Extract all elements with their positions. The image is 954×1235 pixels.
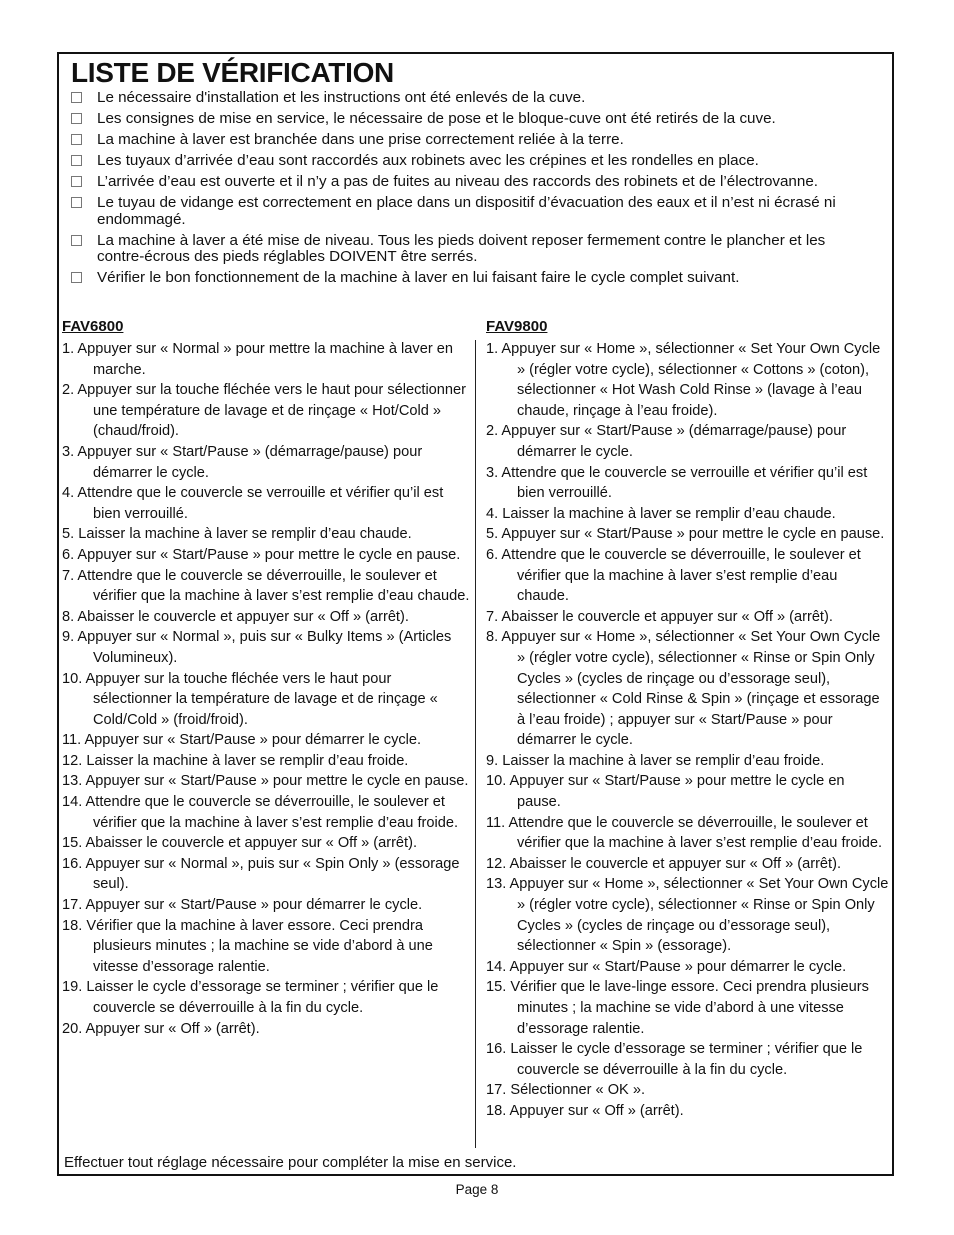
checklist-item-text: Les tuyaux d’arrivée d’eau sont raccordés aux robinets avec les crépines et les rondelles en place. xyxy=(97,152,759,169)
column-divider xyxy=(475,340,476,1148)
step-item: 19. Laisser le cycle d’essorage se terminer ; vérifier que le couvercle se déverrouille à la fin du cycle. xyxy=(62,979,439,1016)
step-item: 14. Attendre que le couvercle se déverrouille, le soulever et vérifier que la machine à laver s’est remplie d’eau froide. xyxy=(62,794,459,831)
page-title: LISTE DE VÉRIFICATION xyxy=(71,57,394,88)
page-number: Page 8 xyxy=(455,1182,499,1197)
step-item: 8. Appuyer sur « Home », sélectionner « Set Your Own Cycle » (régler votre cycle), sélectionner « Rinse or Spin Only Cycles » (cycles de rinçage ou d’essorage seul), sélectionner « Cold Rinse & Spin » (rinçage et essorage à l’eau froide) ; appuyer sur « Start/Pause » pour démarrer le cycle. xyxy=(486,629,881,749)
step-item: 18. Vérifier que la machine à laver essore. Ceci prendra plusieurs minutes ; la machine se vide d’abord à une vitesse d’essorage ralentie. xyxy=(62,917,433,975)
step-item: 16. Laisser le cycle d’essorage se terminer ; vérifier que le couvercle se déverrouille à la fin du cycle. xyxy=(486,1041,863,1078)
checkbox-icon[interactable] xyxy=(71,134,82,145)
checklist-item xyxy=(69,90,869,107)
checklist-item-text: Vérifier le bon fonctionnement de la machine à laver en lui faisant faire le cycle complet suivant. xyxy=(97,269,740,286)
checklist-item-text: Le tuyau de vidange est correctement en place dans un dispositif d’évacuation des eaux et il n’est ni écrasé ni endommagé. xyxy=(97,194,836,228)
checklist-item-text: La machine à laver est branchée dans une prise correctement reliée à la terre. xyxy=(97,131,624,148)
step-item: 7. Attendre que le couvercle se déverrouille, le soulever et vérifier que la machine à laver s’est remplie d’eau chaude. xyxy=(62,567,470,605)
checkbox-icon[interactable] xyxy=(71,272,82,283)
step-item: 20. Appuyer sur « Off » (arrêt). xyxy=(62,1020,260,1037)
step-item: 4. Laisser la machine à laver se remplir d’eau chaude. xyxy=(486,505,836,522)
step-item: 15. Abaisser le couvercle et appuyer sur « Off » (arrêt). xyxy=(62,835,418,852)
step-item: 3. Appuyer sur « Start/Pause » (démarrage/pause) pour démarrer le cycle. xyxy=(62,443,423,481)
checklist-item xyxy=(69,270,869,287)
checklist-item xyxy=(69,195,869,228)
step-item: 1. Appuyer sur « Normal » pour mettre la machine à laver en marche. xyxy=(62,341,453,378)
step-item: 5. Appuyer sur « Start/Pause » pour mettre le cycle en pause. xyxy=(486,526,885,543)
checkbox-icon[interactable] xyxy=(71,235,82,246)
step-item: 6. Appuyer sur « Start/Pause » pour mettre le cycle en pause. xyxy=(62,546,461,563)
step-item: 10. Appuyer sur la touche fléchée vers le haut pour sélectionner la température de lavage et de rinçage « Cold/Cold » (froid/froid). xyxy=(62,670,438,728)
checkbox-icon[interactable] xyxy=(71,176,82,187)
step-item: 17. Appuyer sur « Start/Pause » pour démarrer le cycle. xyxy=(62,897,423,914)
step-item: 4. Attendre que le couvercle se verrouille et vérifier qu’il est bien verrouillé. xyxy=(62,485,444,522)
fav9800-steps xyxy=(486,339,890,1122)
step-item: 2. Appuyer sur « Start/Pause » (démarrage/pause) pour démarrer le cycle. xyxy=(486,423,847,460)
step-item: 18. Appuyer sur « Off » (arrêt). xyxy=(486,1102,684,1119)
checklist-item xyxy=(69,153,869,170)
step-item: 9. Appuyer sur « Normal », puis sur « Bulky Items » (Articles Volumineux). xyxy=(62,629,452,666)
step-item: 16. Appuyer sur « Normal », puis sur « Spin Only » (essorage seul). xyxy=(62,855,460,893)
checklist-item-text: Les consignes de mise en service, le nécessaire de pose et le bloque-cuve ont été retirés de la cuve. xyxy=(97,110,776,127)
step-item: 13. Appuyer sur « Start/Pause » pour mettre le cycle en pause. xyxy=(62,773,469,790)
step-item: 12. Abaisser le couvercle et appuyer sur « Off » (arrêt). xyxy=(486,855,842,872)
checklist-item xyxy=(69,132,869,149)
step-item: 7. Abaisser le couvercle et appuyer sur « Off » (arrêt). xyxy=(486,608,833,625)
checkbox-icon[interactable] xyxy=(71,155,82,166)
fav6800-column xyxy=(62,318,470,1039)
verification-checklist xyxy=(69,90,869,291)
step-item: 11. Appuyer sur « Start/Pause » pour démarrer le cycle. xyxy=(62,732,422,749)
step-item: 8. Abaisser le couvercle et appuyer sur « Off » (arrêt). xyxy=(62,608,409,625)
step-item: 5. Laisser la machine à laver se remplir d’eau chaude. xyxy=(62,526,412,543)
fav9800-column xyxy=(486,318,890,1122)
step-item: 12. Laisser la machine à laver se remplir d’eau froide. xyxy=(62,752,409,769)
checklist-item xyxy=(69,111,869,128)
step-item: 3. Attendre que le couvercle se verrouille et vérifier qu’il est bien verrouillé. xyxy=(486,464,868,502)
step-item: 6. Attendre que le couvercle se déverrouille, le soulever et vérifier que la machine à laver s’est remplie d’eau chaude. xyxy=(486,546,861,605)
footer-note: Effectuer tout réglage nécessaire pour compléter la mise en service. xyxy=(64,1154,517,1171)
checklist-item-text: Le nécessaire d'installation et les instructions ont été enlevés de la cuve. xyxy=(97,89,586,106)
checkbox-icon[interactable] xyxy=(71,92,82,103)
step-item: 15. Vérifier que le lave-linge essore. Ceci prendra plusieurs minutes ; la machine se vide d’abord à une vitesse d’essorage ralentie. xyxy=(486,979,869,1037)
checklist-frame xyxy=(57,52,894,1176)
step-item: 14. Appuyer sur « Start/Pause » pour démarrer le cycle. xyxy=(486,958,847,975)
checklist-item-text: La machine à laver a été mise de niveau. Tous les pieds doivent reposer fermement contre le plancher et les contre-écrous des pieds réglables DOIVENT être serrés. xyxy=(97,231,826,265)
step-item: 10. Appuyer sur « Start/Pause » pour mettre le cycle en pause. xyxy=(486,773,845,811)
checkbox-icon[interactable] xyxy=(71,113,82,124)
step-item: 17. Sélectionner « OK ». xyxy=(486,1082,646,1099)
checkbox-icon[interactable] xyxy=(71,197,82,208)
model-heading-fav9800: FAV9800 xyxy=(486,318,548,335)
checklist-item-text: L’arrivée d’eau est ouverte et il n’y a pas de fuites au niveau des raccords des robinets et de l’électrovanne. xyxy=(97,173,818,190)
step-item: 1. Appuyer sur « Home », sélectionner « Set Your Own Cycle » (régler votre cycle), sélectionner « Cottons » (coton), sélectionner « Hot Wash Cold Rinse » (lavage à l’eau chaude, rinçage à l’eau froide). xyxy=(486,341,881,419)
checklist-item xyxy=(69,174,869,191)
model-heading-fav6800: FAV6800 xyxy=(62,318,124,335)
step-item: 9. Laisser la machine à laver se remplir d’eau froide. xyxy=(486,752,825,769)
step-item: 11. Attendre que le couvercle se déverrouille, le soulever et vérifier que la machine à laver s’est remplie d’eau froide. xyxy=(486,814,883,852)
step-item: 2. Appuyer sur la touche fléchée vers le haut pour sélectionner une température de lavage et de rinçage « Hot/Cold » (chaud/froid). xyxy=(62,382,467,440)
step-item: 13. Appuyer sur « Home », sélectionner « Set Your Own Cycle » (régler votre cycle), sélectionner « Rinse or Spin Only Cycles » (cycles de rinçage ou d’essorage seul), sélectionner « Spin » (essorage). xyxy=(486,876,889,955)
checklist-item xyxy=(69,233,869,266)
fav6800-steps xyxy=(62,339,470,1039)
